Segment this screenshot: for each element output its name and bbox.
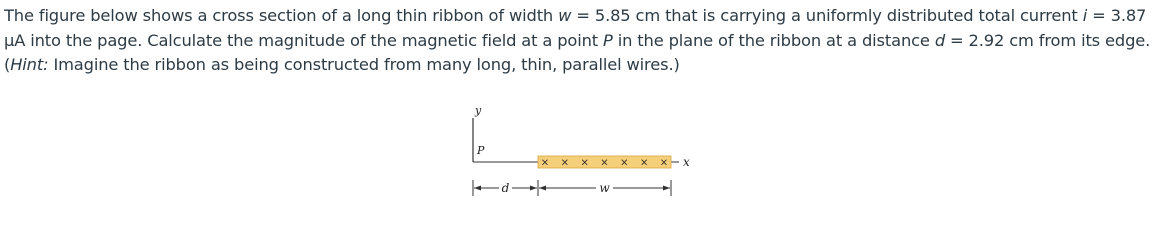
ribbon-current-mark: × (659, 157, 669, 169)
d-arrowhead-right (530, 186, 537, 191)
width-symbol: w (558, 6, 572, 25)
ribbon-current-mark: × (560, 157, 569, 169)
d-arrowhead-left (474, 186, 481, 191)
question-part-5: = 2.92 cm from its edge. ( (4, 30, 1151, 74)
ribbon-current-mark: × (580, 157, 589, 169)
hint-label: Hint: (10, 55, 49, 74)
point-symbol: P (603, 30, 613, 50)
question-part-6: Imagine the ribbon as being constructed from many long, thin, parallel wires.) (48, 55, 680, 74)
w-arrowhead-right (663, 186, 670, 191)
y-axis-label: y (475, 104, 482, 117)
point-p-label: P (477, 144, 485, 157)
ribbon-figure (450, 100, 710, 210)
d-label: d (501, 181, 510, 195)
question-text (4, 4, 1162, 78)
ribbon-current-mark: × (600, 157, 609, 169)
distance-symbol: d (934, 30, 945, 50)
current-symbol: i (1082, 6, 1088, 25)
question-part-1: The figure below shows a cross section of a long thin ribbon of width (4, 6, 559, 25)
question-part-3: = 3.87 μA into the page. Calculate the magnitude of the magnetic field at a point (4, 6, 1147, 50)
ribbon-current-mark: × (620, 157, 629, 169)
w-label: w (599, 181, 610, 195)
ribbon-current-mark: × (540, 157, 550, 169)
ribbon-current-mark: × (640, 157, 649, 169)
x-axis-label: x (683, 155, 690, 169)
question-part-4: in the plane of the ribbon at a distance (612, 30, 935, 50)
question-part-2: = 5.85 cm that is carrying a uniformly distributed total current (571, 6, 1083, 25)
w-arrowhead-left (539, 186, 546, 191)
